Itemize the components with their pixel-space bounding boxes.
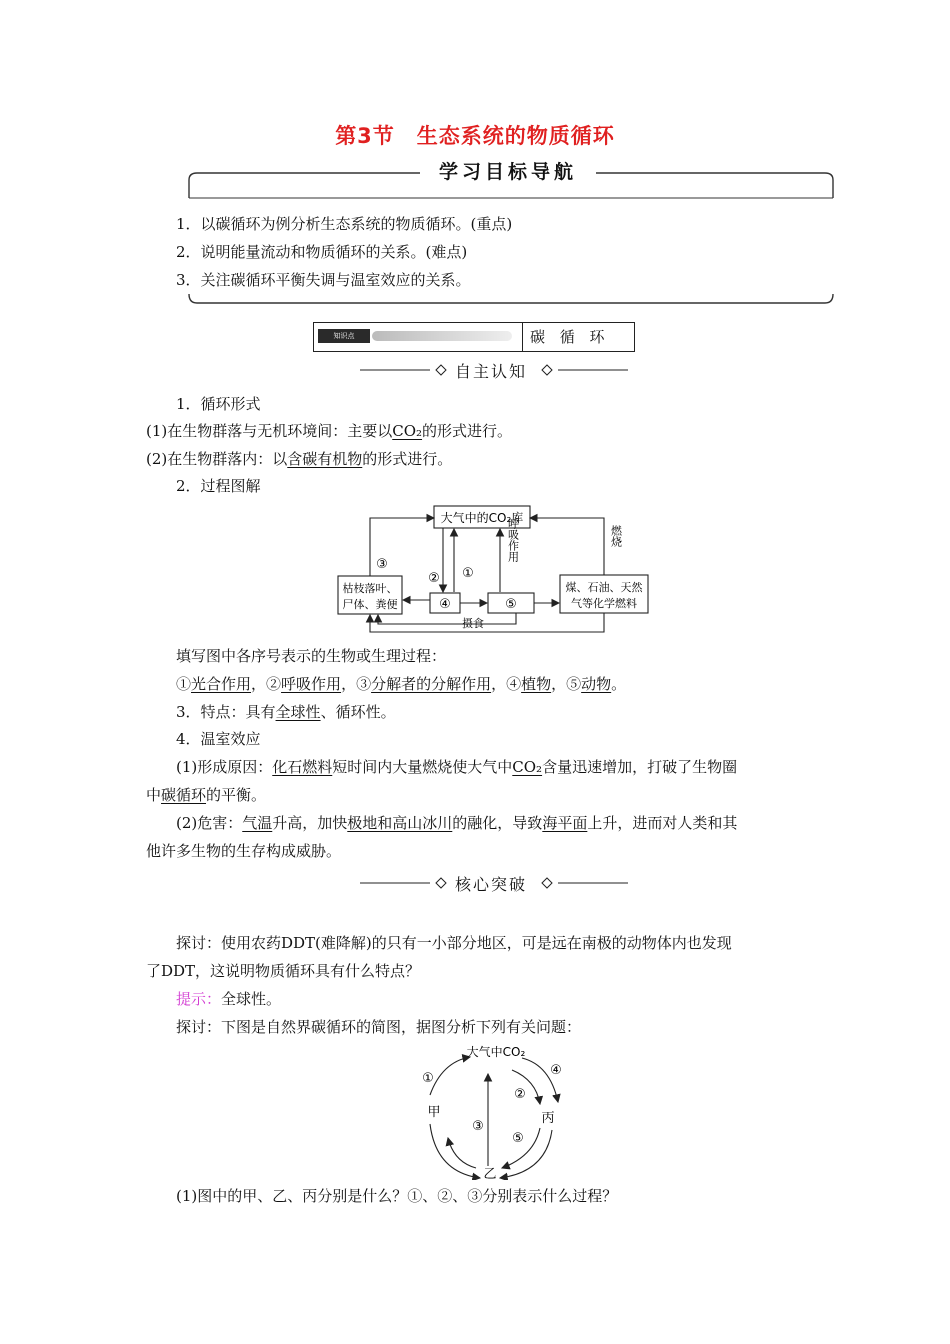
- feature-answer: 全球性: [275, 703, 321, 721]
- knowledge-tag: 知识点: [318, 329, 370, 343]
- diagram2-yi: 乙: [483, 1167, 497, 1180]
- diagram2-num-3: ③: [472, 1119, 484, 1134]
- s1-l2-text-end: 的形式进行。: [422, 422, 513, 440]
- ans-1: 光合作用: [191, 675, 252, 693]
- s1-line-1: 1．循环形式: [176, 395, 261, 413]
- harm-answer-2: 极地和高山冰川: [347, 814, 453, 832]
- cause-text-5: 的平衡。: [206, 786, 267, 804]
- harm-text-4: 上升，进而对人类和其: [587, 814, 738, 832]
- harm-text-3: 的融化，导致: [452, 814, 543, 832]
- nav-item-1: 1．以碳循环为例分析生态系统的物质循环。(重点): [176, 215, 513, 233]
- knowledge-tag-bar: [372, 331, 512, 341]
- greenhouse-harm-2: 他许多生物的生存构成威胁。: [146, 842, 342, 860]
- greenhouse-heading: 4．温室效应: [176, 730, 261, 748]
- diagram2-num-4: ④: [550, 1063, 562, 1078]
- fossil-label-2: 气等化学燃料: [571, 597, 637, 610]
- respiration-label: 呼吸作用: [506, 518, 520, 562]
- s1-l3-answer: 含碳有机物: [287, 450, 363, 468]
- ans-end: 。: [611, 675, 627, 693]
- diagram1-num-2: ②: [428, 571, 440, 586]
- discussion-2: 探讨：下图是自然界碳循环的简图，据图分析下列有关问题：: [176, 1018, 582, 1036]
- ans-num-2: ，②: [251, 675, 282, 693]
- cause-text: (1)形成原因：: [176, 758, 273, 776]
- s1-line-3: [146, 449, 452, 469]
- feature-text: 3．特点：具有: [176, 703, 276, 721]
- cause-text-2: 短时间内大量燃烧使大气中: [332, 758, 513, 776]
- section2-title: 核心突破: [454, 875, 527, 894]
- fossil-label-1: 煤、石油、天然: [565, 581, 643, 594]
- greenhouse-harm-1: [176, 813, 737, 833]
- ingest-label: 摄食: [462, 617, 484, 630]
- diagram1-num-1: ①: [462, 566, 474, 581]
- s1-l3-text: (2)在生物群落内：以: [146, 450, 288, 468]
- hint-label: 提示：: [176, 990, 222, 1008]
- ans-2: 呼吸作用: [281, 675, 342, 693]
- litter-label-2: 尸体、粪便: [342, 598, 398, 611]
- diagram2-num-1: ①: [422, 1071, 434, 1086]
- nav-item-2: 2．说明能量流动和物质循环的关系。(难点): [176, 243, 468, 261]
- knowledge-point-box: [313, 322, 635, 352]
- harm-text: (2)危害：: [176, 814, 243, 832]
- diagram2-atmosphere: 大气中CO₂: [466, 1045, 526, 1059]
- hint-text: 全球性。: [221, 990, 282, 1008]
- cause-answer-2: CO₂: [512, 758, 543, 776]
- cause-answer-3: 碳循环: [161, 786, 207, 804]
- fill-prompt: 填写图中各序号表示的生物或生理过程：: [176, 647, 447, 665]
- s1-l2-text: (1)在生物群落与无机环境间：主要以: [146, 422, 393, 440]
- ans-3: 分解者的分解作用: [371, 675, 492, 693]
- discussion-1-line-2: 了DDT，这说明物质循环具有什么特点？: [146, 962, 421, 980]
- s1-line-4: 2．过程图解: [176, 477, 261, 495]
- harm-answer-3: 海平面: [542, 814, 588, 832]
- diagram2-num-2: ②: [514, 1087, 526, 1102]
- greenhouse-cause-2: [146, 785, 266, 805]
- s1-line-2: [146, 421, 512, 441]
- greenhouse-cause-1: [176, 757, 737, 777]
- atmosphere-label: 大气中的CO₂库: [440, 511, 524, 525]
- hint-line: [176, 989, 281, 1009]
- nav-item-3: 3．关注碳循环平衡失调与温室效应的关系。: [176, 271, 471, 289]
- section1-title: 自主认知: [454, 362, 527, 381]
- diagram1-num-5: ⑤: [505, 597, 517, 612]
- ans-5: 动物: [581, 675, 612, 693]
- burning-label: 燃烧: [609, 525, 623, 547]
- circular-cycle-diagram: [400, 1040, 580, 1180]
- nav-title: 学习目标导航: [420, 158, 596, 186]
- ans-num-4: ，④: [491, 675, 522, 693]
- harm-answer-1: 气温: [242, 814, 273, 832]
- ans-num-1: ①: [176, 675, 192, 693]
- ans-num-5: ，⑤: [551, 675, 582, 693]
- cause-text-4: 中: [146, 786, 162, 804]
- feature-text-end: 、循环性。: [320, 703, 396, 721]
- harm-text-2: 升高，加快: [272, 814, 348, 832]
- ans-num-3: ，③: [341, 675, 372, 693]
- cause-answer-1: 化石燃料: [272, 758, 333, 776]
- knowledge-label: 碳 循 环: [530, 328, 610, 346]
- cause-text-3: 含量迅速增加，打破了生物圈: [542, 758, 738, 776]
- feature-line: [176, 702, 396, 722]
- fill-answers: [176, 674, 626, 694]
- knowledge-tag-area: [314, 323, 523, 351]
- litter-label-1: 枯枝落叶、: [342, 582, 398, 595]
- discussion-1-line-1: 探讨：使用农药DDT(难降解)的只有一小部分地区，可是远在南极的动物体内也发现: [176, 934, 732, 952]
- question-1: (1)图中的甲、乙、丙分别是什么？①、②、③分别表示什么过程？: [176, 1187, 618, 1205]
- diagram1-num-3: ③: [376, 557, 388, 572]
- diagram2-num-5: ⑤: [512, 1131, 524, 1146]
- s1-l3-text-end: 的形式进行。: [362, 450, 453, 468]
- diagram1-num-4: ④: [439, 597, 451, 612]
- ans-4: 植物: [521, 675, 552, 693]
- diagram2-bing: 丙: [541, 1111, 555, 1126]
- diagram2-jia: 甲: [427, 1105, 441, 1120]
- page-title: 第3节 生态系统的物质循环: [335, 124, 615, 148]
- carbon-cycle-diagram: [330, 500, 660, 635]
- s1-l2-answer: CO₂: [392, 422, 423, 440]
